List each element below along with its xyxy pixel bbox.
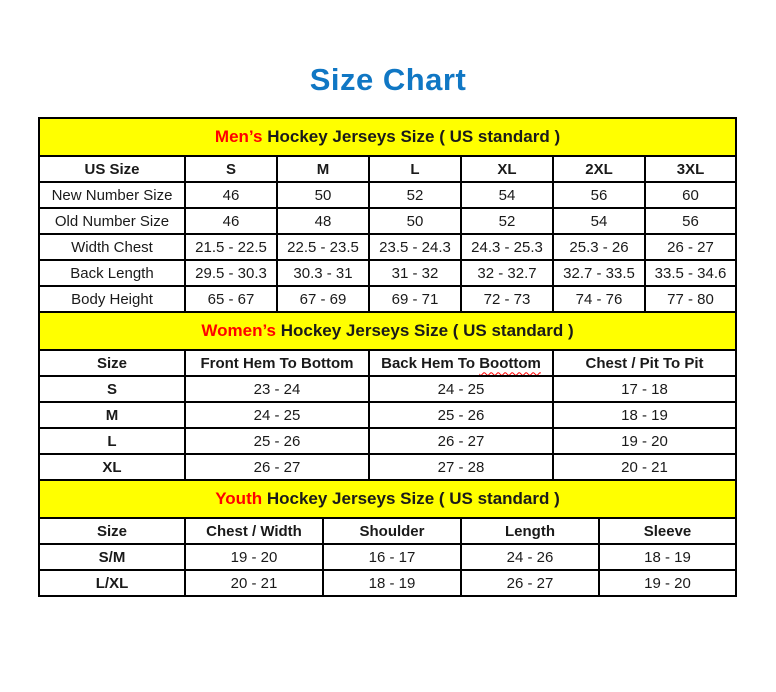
- value-cell: 21.5 - 22.5: [185, 234, 277, 260]
- value-cell: 23 - 24: [185, 376, 369, 402]
- column-header-cell: [185, 350, 369, 376]
- row-label-cell: XL: [39, 454, 185, 480]
- youth-section-header-row: [39, 480, 736, 518]
- section-header-text: Hockey Jerseys Size ( US standard ): [267, 127, 561, 146]
- mens-size-table: [38, 117, 737, 313]
- column-header-cell: [461, 518, 599, 544]
- row-label-cell: L: [39, 428, 185, 454]
- womens-section-header-row: [39, 312, 736, 350]
- value-cell: 77 - 80: [645, 286, 736, 312]
- column-header-cell: [39, 518, 185, 544]
- value-cell: 67 - 69: [277, 286, 369, 312]
- column-header-cell: [39, 350, 185, 376]
- value-cell: 46: [185, 182, 277, 208]
- value-cell: 18 - 19: [323, 570, 461, 596]
- section-accent-word: Women’s: [201, 321, 276, 340]
- column-header-label: Size: [96, 522, 127, 540]
- section-accent-word: Youth: [215, 489, 263, 508]
- column-header-label: XL: [497, 160, 517, 178]
- youth-section-header: [39, 480, 736, 518]
- value-cell: 19 - 20: [185, 544, 323, 570]
- value-cell: 54: [461, 182, 553, 208]
- column-header-label: M: [316, 160, 330, 178]
- column-header-cell: [39, 156, 185, 182]
- value-cell: 56: [645, 208, 736, 234]
- column-header-label: US Size: [84, 160, 140, 178]
- value-cell: 20 - 21: [553, 454, 736, 480]
- row-label-cell: New Number Size: [39, 182, 185, 208]
- value-cell: 52: [369, 182, 461, 208]
- row-label-cell: S/M: [39, 544, 185, 570]
- column-header-label: Length: [505, 522, 555, 540]
- column-header-label: L: [410, 160, 420, 178]
- value-cell: 72 - 73: [461, 286, 553, 312]
- column-header-label: Front Hem To Bottom: [200, 354, 354, 372]
- value-cell: 22.5 - 23.5: [277, 234, 369, 260]
- column-header-cell: [277, 156, 369, 182]
- value-cell: 74 - 76: [553, 286, 645, 312]
- section-header-text: Hockey Jerseys Size ( US standard ): [266, 489, 560, 508]
- value-cell: 25 - 26: [185, 428, 369, 454]
- column-header-cell: [185, 156, 277, 182]
- mens-section-header: [39, 118, 736, 156]
- youth-size-table: [38, 479, 737, 597]
- column-header-label: Size: [96, 354, 127, 372]
- table-row: [39, 570, 736, 596]
- table-row: [39, 376, 736, 402]
- column-header-cell: [599, 518, 736, 544]
- value-cell: 24 - 26: [461, 544, 599, 570]
- column-header-label: S: [225, 160, 236, 178]
- row-label-cell: S: [39, 376, 185, 402]
- value-cell: 19 - 20: [599, 570, 736, 596]
- row-label-cell: M: [39, 402, 185, 428]
- value-cell: 48: [277, 208, 369, 234]
- column-header-label: Sleeve: [643, 522, 692, 540]
- value-cell: 23.5 - 24.3: [369, 234, 461, 260]
- value-cell: 18 - 19: [553, 402, 736, 428]
- row-label-cell: Width Chest: [39, 234, 185, 260]
- column-header-cell: [553, 350, 736, 376]
- value-cell: 32.7 - 33.5: [553, 260, 645, 286]
- column-header-cell: [323, 518, 461, 544]
- value-cell: 30.3 - 31: [277, 260, 369, 286]
- value-cell: 26 - 27: [461, 570, 599, 596]
- table-row: [39, 234, 736, 260]
- value-cell: 18 - 19: [599, 544, 736, 570]
- misspelled-word: Boottom: [479, 354, 541, 372]
- table-row: [39, 402, 736, 428]
- value-cell: 54: [553, 208, 645, 234]
- row-label-cell: Old Number Size: [39, 208, 185, 234]
- value-cell: 52: [461, 208, 553, 234]
- column-header-label: Chest / Width: [206, 522, 302, 540]
- value-cell: 33.5 - 34.6: [645, 260, 736, 286]
- row-label-cell: Back Length: [39, 260, 185, 286]
- value-cell: 16 - 17: [323, 544, 461, 570]
- column-header-label: Chest / Pit To Pit: [585, 354, 704, 372]
- value-cell: 27 - 28: [369, 454, 553, 480]
- column-header-cell: [553, 156, 645, 182]
- table-row: [39, 454, 736, 480]
- column-header-label: Shoulder: [359, 522, 425, 540]
- table-row: [39, 260, 736, 286]
- column-header-cell: [645, 156, 736, 182]
- row-label-cell: Body Height: [39, 286, 185, 312]
- value-cell: 50: [369, 208, 461, 234]
- value-cell: 24.3 - 25.3: [461, 234, 553, 260]
- value-cell: 56: [553, 182, 645, 208]
- size-chart: [38, 117, 735, 597]
- value-cell: 26 - 27: [645, 234, 736, 260]
- value-cell: 17 - 18: [553, 376, 736, 402]
- value-cell: 29.5 - 30.3: [185, 260, 277, 286]
- section-accent-word: Men’s: [214, 127, 263, 146]
- table-row: [39, 544, 736, 570]
- table-row: [39, 428, 736, 454]
- mens-column-header-row: [39, 156, 736, 182]
- womens-column-header-row: [39, 350, 736, 376]
- page-title: Size Chart: [309, 62, 467, 97]
- value-cell: 31 - 32: [369, 260, 461, 286]
- womens-section-header: [39, 312, 736, 350]
- value-cell: 50: [277, 182, 369, 208]
- value-cell: 20 - 21: [185, 570, 323, 596]
- size-chart-page: [0, 62, 776, 692]
- value-cell: 25 - 26: [369, 402, 553, 428]
- value-cell: 24 - 25: [369, 376, 553, 402]
- value-cell: 32 - 32.7: [461, 260, 553, 286]
- column-header-cell: [461, 156, 553, 182]
- table-row: [39, 182, 736, 208]
- value-cell: 46: [185, 208, 277, 234]
- value-cell: 24 - 25: [185, 402, 369, 428]
- column-header-label: 2XL: [585, 160, 613, 178]
- mens-section-header-row: [39, 118, 736, 156]
- column-header-cell: [369, 156, 461, 182]
- value-cell: 19 - 20: [553, 428, 736, 454]
- youth-column-header-row: [39, 518, 736, 544]
- value-cell: 26 - 27: [185, 454, 369, 480]
- table-row: [39, 286, 736, 312]
- row-label-cell: L/XL: [39, 570, 185, 596]
- column-header-label: 3XL: [676, 160, 705, 178]
- value-cell: 65 - 67: [185, 286, 277, 312]
- value-cell: 69 - 71: [369, 286, 461, 312]
- column-header-label: Back Hem To: [381, 354, 476, 372]
- value-cell: 60: [645, 182, 736, 208]
- column-header-cell: [369, 350, 553, 376]
- value-cell: 25.3 - 26: [553, 234, 645, 260]
- womens-size-table: [38, 311, 737, 481]
- value-cell: 26 - 27: [369, 428, 553, 454]
- column-header-cell: [185, 518, 323, 544]
- section-header-text: Hockey Jerseys Size ( US standard ): [280, 321, 574, 340]
- table-row: [39, 208, 736, 234]
